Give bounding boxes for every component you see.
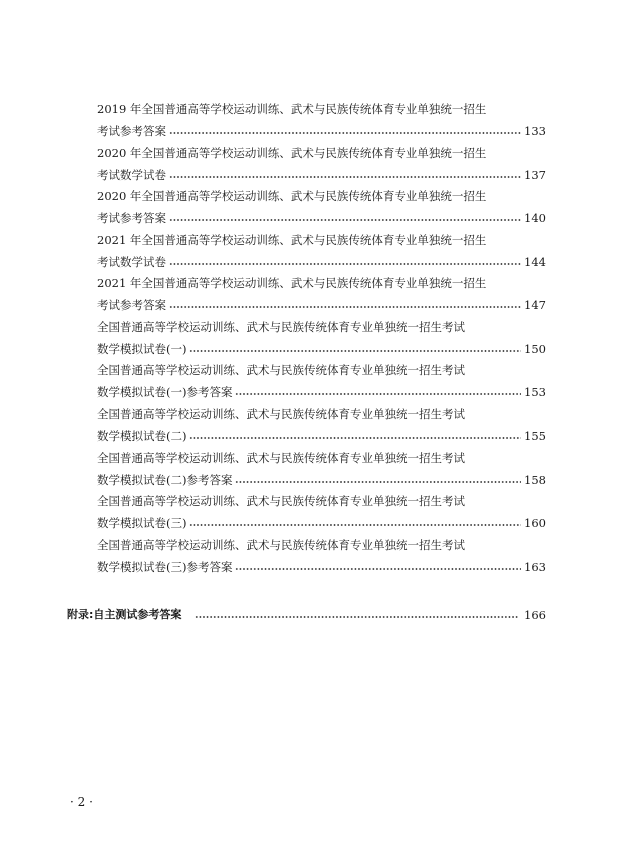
toc-entry-title: 2021 年全国普通高等学校运动训练、武术与民族传统体育专业单独统一招生 bbox=[97, 276, 487, 290]
toc-entry-title: 2020 年全国普通高等学校运动训练、武术与民族传统体育专业单独统一招生 bbox=[97, 146, 487, 160]
dot-leader bbox=[235, 393, 521, 395]
toc-entry-line bbox=[97, 209, 546, 227]
toc-page-number: 140 bbox=[524, 211, 546, 225]
dot-leader bbox=[189, 437, 521, 439]
toc-entry-line bbox=[97, 558, 546, 576]
dot-leader bbox=[235, 568, 521, 570]
appendix-title: 附录:自主测试参考答案 bbox=[67, 608, 182, 621]
toc-entry-title: 2019 年全国普通高等学校运动训练、武术与民族传统体育专业单独统一招生 bbox=[97, 102, 487, 116]
dot-leader bbox=[235, 481, 521, 483]
dot-leader bbox=[195, 616, 518, 618]
toc-entry-subtitle: 数学模拟试卷(二) bbox=[97, 429, 187, 443]
dot-leader bbox=[169, 176, 521, 178]
toc-entry-line bbox=[97, 253, 546, 271]
footer-page-number: · 2 · bbox=[70, 795, 93, 809]
toc-page-number: 160 bbox=[524, 516, 546, 530]
toc-entry-subtitle: 数学模拟试卷(二)参考答案 bbox=[97, 473, 233, 487]
dot-leader bbox=[169, 263, 521, 265]
toc-page-number: 158 bbox=[524, 473, 546, 487]
toc-entry-line bbox=[97, 383, 546, 401]
toc-page-number: 150 bbox=[524, 342, 546, 356]
toc-page-number: 137 bbox=[524, 168, 546, 182]
toc-appendix-entry[interactable] bbox=[67, 606, 546, 624]
toc-page-number: 144 bbox=[524, 255, 546, 269]
toc-page-number: 166 bbox=[524, 608, 546, 622]
toc-entry-line bbox=[97, 471, 546, 489]
toc-entry-subtitle: 考试参考答案 bbox=[97, 124, 166, 138]
toc-entry-subtitle: 数学模拟试卷(一) bbox=[97, 342, 187, 356]
dot-leader bbox=[189, 350, 521, 352]
toc-page-number: 155 bbox=[524, 429, 546, 443]
toc-entry-title: 2020 年全国普通高等学校运动训练、武术与民族传统体育专业单独统一招生 bbox=[97, 189, 487, 203]
toc-entry-title: 全国普通高等学校运动训练、武术与民族传统体育专业单独统一招生考试 bbox=[97, 407, 465, 421]
toc-entry-line bbox=[97, 122, 546, 140]
toc-entry-line bbox=[97, 296, 546, 314]
toc-page-number: 153 bbox=[524, 385, 546, 399]
toc-entry-subtitle: 考试数学试卷 bbox=[97, 255, 166, 269]
dot-leader bbox=[169, 306, 521, 308]
dot-leader bbox=[189, 524, 521, 526]
toc-entry-title: 全国普通高等学校运动训练、武术与民族传统体育专业单独统一招生考试 bbox=[97, 494, 465, 508]
toc-entry-line bbox=[97, 427, 546, 445]
toc-entry-subtitle: 考试参考答案 bbox=[97, 298, 166, 312]
toc-entry-subtitle: 数学模拟试卷(三)参考答案 bbox=[97, 560, 233, 574]
toc-entry-subtitle: 考试数学试卷 bbox=[97, 168, 166, 182]
toc-entry-subtitle: 数学模拟试卷(一)参考答案 bbox=[97, 385, 233, 399]
toc-entry-line bbox=[97, 340, 546, 358]
toc-entry-subtitle: 考试参考答案 bbox=[97, 211, 166, 225]
toc-entry-title: 全国普通高等学校运动训练、武术与民族传统体育专业单独统一招生考试 bbox=[97, 538, 465, 552]
toc-entry-subtitle: 数学模拟试卷(三) bbox=[97, 516, 187, 530]
toc-page-number: 147 bbox=[524, 298, 546, 312]
toc-entry-title: 全国普通高等学校运动训练、武术与民族传统体育专业单独统一招生考试 bbox=[97, 320, 465, 334]
toc-entry-title: 2021 年全国普通高等学校运动训练、武术与民族传统体育专业单独统一招生 bbox=[97, 233, 487, 247]
toc-page-number: 163 bbox=[524, 560, 546, 574]
dot-leader bbox=[169, 132, 521, 134]
toc-page-number: 133 bbox=[524, 124, 546, 138]
toc-entry-title: 全国普通高等学校运动训练、武术与民族传统体育专业单独统一招生考试 bbox=[97, 451, 465, 465]
toc-entry-title: 全国普通高等学校运动训练、武术与民族传统体育专业单独统一招生考试 bbox=[97, 363, 465, 377]
toc-entry-line bbox=[97, 166, 546, 184]
toc-entry-line bbox=[97, 514, 546, 532]
dot-leader bbox=[169, 219, 521, 221]
